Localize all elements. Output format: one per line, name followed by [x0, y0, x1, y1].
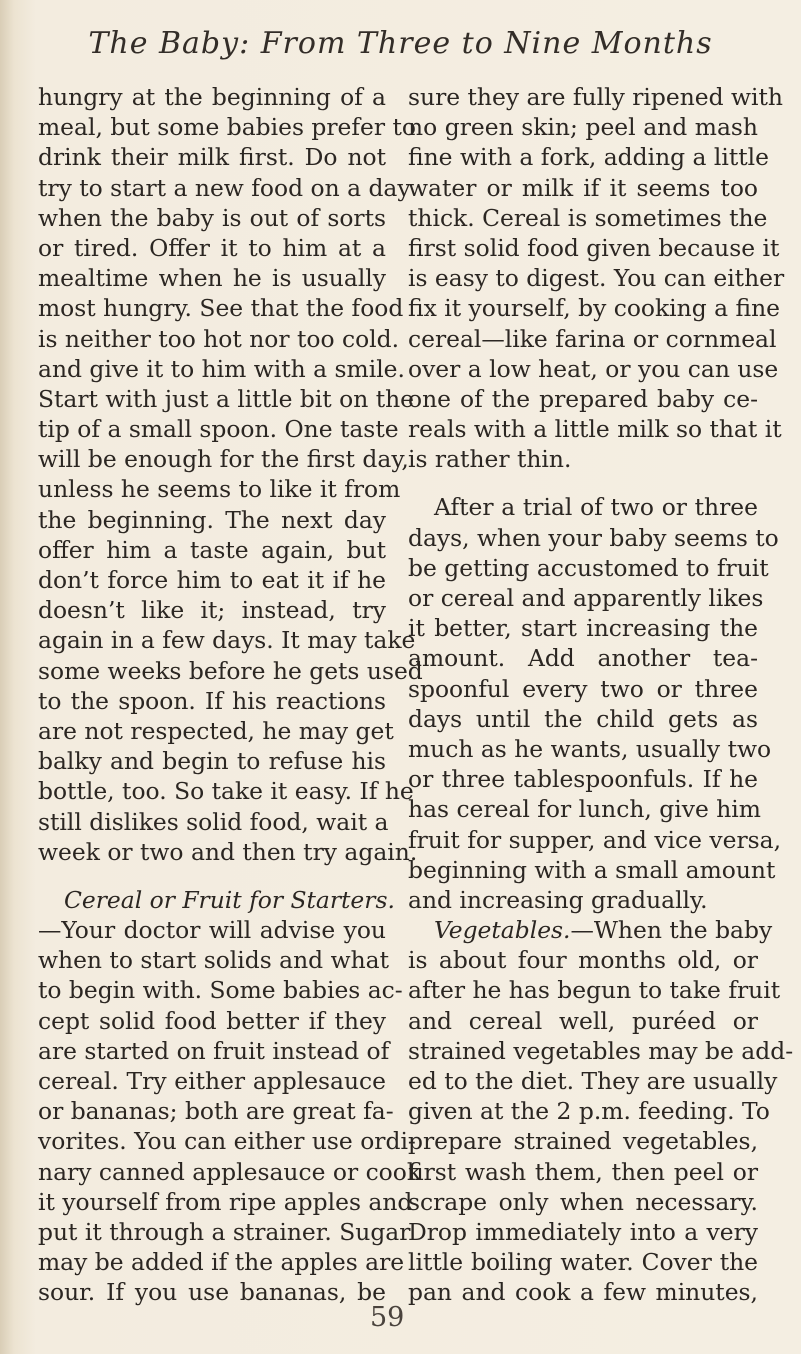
- text-line: little boiling water. Cover the: [408, 1248, 758, 1277]
- text-line: cereal. Try either applesauce: [38, 1067, 386, 1095]
- text-line: the beginning. The next day: [38, 505, 386, 534]
- text-line: [408, 492, 758, 522]
- running-head: The Baby: From Three to Nine Months: [88, 26, 713, 61]
- text-line: is rather thin.: [408, 445, 572, 474]
- text-line: drink their milk first. Do not: [38, 143, 386, 172]
- text-line: Drop immediately into a very: [408, 1217, 758, 1246]
- text-line: or cereal and apparently likes: [408, 584, 764, 612]
- text-line: is easy to digest. You can either: [408, 264, 785, 293]
- text-line: put it through a strainer. Sugar: [38, 1217, 411, 1246]
- text-line: pan and cook a few minutes,: [408, 1278, 758, 1307]
- paragraph-right-3: [408, 915, 794, 1307]
- text-line: unless he seems to like it from: [38, 475, 401, 504]
- text-line: when the baby is out of sorts: [38, 203, 386, 232]
- text-line: after he has begun to take fruit: [408, 976, 781, 1005]
- text-line: and increasing gradually.: [408, 885, 708, 914]
- text-line: may be added if the apples are: [38, 1248, 405, 1277]
- text-line: thick. Cereal is sometimes the: [408, 203, 768, 232]
- text-line: ed to the diet. They are usually: [408, 1067, 778, 1095]
- text-line: to the spoon. If his reactions: [38, 686, 386, 715]
- text-line-content: —When the baby: [570, 916, 773, 945]
- paragraph-right-1: [408, 82, 785, 474]
- text-line: will be enough for the first day,: [38, 445, 409, 474]
- text-line: days, when your baby seems to: [408, 523, 779, 552]
- text-line: or three tablespoonfuls. If he: [408, 765, 758, 794]
- text-line: vorites. You can either use ordi-: [38, 1127, 416, 1156]
- text-line: doesn’t like it; instead, try: [38, 596, 386, 625]
- text-line: are not respected, he may get: [38, 716, 394, 745]
- text-line: sour. If you use bananas, be: [38, 1278, 386, 1307]
- text-line: it yourself from ripe apples and: [38, 1187, 413, 1216]
- text-line: —Your doctor will advise you: [38, 916, 386, 945]
- text-line: or bananas; both are great fa-: [38, 1097, 394, 1126]
- section-heading-cereal-or-fruit: Cereal or Fruit for Starters.: [64, 885, 395, 914]
- text-line: don’t force him to eat it if he: [38, 566, 386, 594]
- text-line: tip of a small spoon. One taste: [38, 415, 399, 444]
- text-line: no green skin; peel and mash: [408, 113, 758, 142]
- text-line: water or milk if it seems too: [408, 173, 758, 202]
- text-line: some weeks before he gets used: [38, 656, 423, 685]
- text-line: has cereal for lunch, give him: [408, 795, 761, 824]
- text-line: and give it to him with a smile.: [38, 354, 405, 383]
- text-line: amount. Add another tea-: [408, 644, 758, 673]
- text-line: or tired. Offer it to him at a: [38, 233, 386, 262]
- text-line: days until the child gets as: [408, 704, 758, 733]
- text-line: sure they are fully ripened with: [408, 83, 783, 111]
- text-line: when to start solids and what: [38, 946, 390, 975]
- text-line: offer him a taste again, but: [38, 535, 386, 564]
- text-line: [38, 885, 395, 915]
- text-line: and cereal well, puréed or: [408, 1006, 758, 1035]
- text-line: nary canned applesauce or cook: [38, 1157, 422, 1186]
- text-line: over a low heat, or you can use: [408, 354, 779, 383]
- text-line: are started on fruit instead of: [38, 1036, 390, 1065]
- text-line: is neither too hot nor too cold.: [38, 324, 400, 353]
- text-line: first wash them, then peel or: [408, 1157, 758, 1186]
- text-line: again in a few days. It may take: [38, 626, 416, 655]
- text-line: cereal—like farina or cornmeal: [408, 324, 777, 353]
- text-line: prepare strained vegetables,: [408, 1127, 758, 1156]
- text-line: Start with just a little bit on the: [38, 384, 415, 413]
- text-line: try to start a new food on a day: [38, 173, 411, 202]
- section-heading-vegetables: Vegetables.: [434, 916, 571, 945]
- text-line: scrape only when necessary.: [408, 1187, 758, 1216]
- text-line: first solid food given because it: [408, 233, 780, 262]
- paragraph-left-2: [38, 885, 422, 1308]
- text-line: spoonful every two or three: [408, 674, 758, 703]
- text-line: much as he wants, usually two: [408, 734, 772, 763]
- text-line: strained vegetables may be add-: [408, 1036, 794, 1065]
- text-line: mealtime when he is usually: [38, 264, 386, 293]
- text-line-content: After a trial of two or three: [434, 493, 758, 522]
- text-line: to begin with. Some babies ac-: [38, 976, 403, 1005]
- text-line: one of the prepared baby ce-: [408, 384, 758, 413]
- text-line: most hungry. See that the food: [38, 294, 404, 323]
- text-line: week or two and then try again.: [38, 837, 418, 866]
- text-line: fruit for supper, and vice versa,: [408, 825, 782, 854]
- text-line: hungry at the beginning of a: [38, 83, 386, 111]
- text-line: meal, but some babies prefer to: [38, 113, 416, 142]
- text-line: beginning with a small amount: [408, 855, 776, 884]
- text-line: given at the 2 p.m. feeding. To: [408, 1097, 770, 1126]
- text-line: reals with a little milk so that it: [408, 415, 782, 444]
- text-line: be getting accustomed to fruit: [408, 553, 769, 582]
- text-line: [408, 915, 773, 945]
- text-line: fine with a fork, adding a little: [408, 143, 770, 172]
- text-line: cept solid food better if they: [38, 1006, 386, 1035]
- left-column: [38, 82, 423, 1308]
- right-column: [408, 82, 794, 1308]
- text-line: balky and begin to refuse his: [38, 747, 386, 776]
- paragraph-left-1: [38, 82, 423, 867]
- text-line: is about four months old, or: [408, 946, 758, 975]
- text-line: still dislikes solid food, wait a: [38, 807, 389, 836]
- text-line: it better, start increasing the: [408, 614, 758, 643]
- page-number: 59: [370, 1302, 405, 1333]
- paragraph-right-2: [408, 492, 782, 915]
- text-line: bottle, too. So take it easy. If he: [38, 777, 414, 806]
- text-line: fix it yourself, by cooking a fine: [408, 294, 781, 323]
